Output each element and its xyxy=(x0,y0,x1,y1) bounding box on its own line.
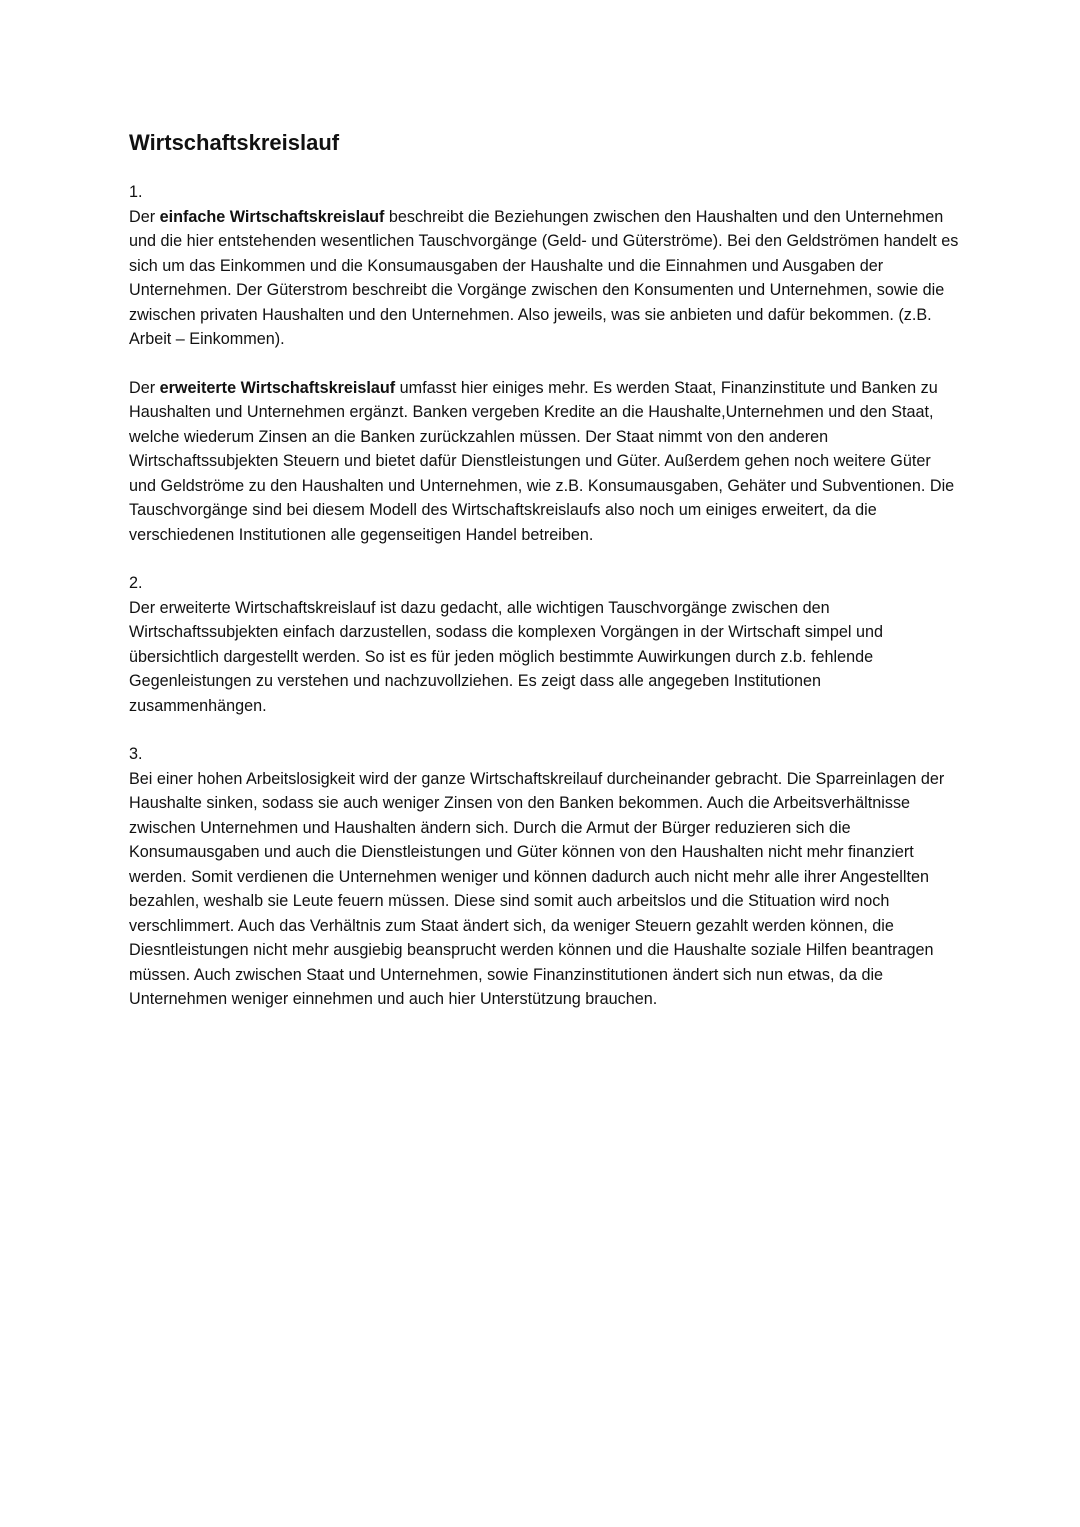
paragraph-text-after: beschreibt die Beziehungen zwischen den Haushalten und den Unternehmen und die hier entstehenden wesentlichen Tauschvorgänge (Geld- und Güterströme). Bei den Geldströmen handelt es sich um das Einkommen und die Konsumausgaben der Haushalte und die Einnahmen und Ausgaben der Unternehmen. Der Güterstrom beschreibt die Vorgänge zwischen den Konsumenten und Unternehmen, sowie die zwischen privaten Haushalten und den Unternehmen. Also jeweils, was sie anbieten und dafür bekommen. (z.B. Arbeit – Einkommen). xyxy=(129,207,959,348)
paragraph-text-before: Der xyxy=(129,207,160,226)
section-number: 3. xyxy=(129,745,143,763)
paragraph xyxy=(129,376,959,548)
paragraph xyxy=(129,596,959,719)
paragraph-text: Der erweiterte Wirtschaftskreislauf ist dazu gedacht, alle wichtigen Tauschvorgänge zwischen den Wirtschaftssubjekten einfach darzustellen, sodass die komplexen Vorgängen in der Wirtschaft simpel und übersichtlich dargestellt werden. So ist es für jeden möglich bestimmte Auwirkungen durch z.b. fehlende Gegenleistungen zu verstehen und nachzuvollziehen. Es zeigt dass alle angegeben Institutionen zusammenhängen. xyxy=(129,598,884,715)
document-page xyxy=(129,128,959,1036)
document-title: Wirtschaftskreislauf xyxy=(129,130,340,155)
section-3 xyxy=(129,742,959,1012)
paragraph-bold-term: einfache Wirtschaftskreislauf xyxy=(159,207,385,226)
section-number: 1. xyxy=(129,183,143,201)
paragraph-text-after: umfasst hier einiges mehr. Es werden Staat, Finanzinstitute und Banken zu Haushalten und Unternehmen ergänzt. Banken vergeben Kredite an die Haushalte,Unternehmen und den Staat, welche wiederum Zinsen an die Banken zurückzahlen müssen. Der Staat nimmt von den anderen Wirtschaftssubjekten Steuern und bietet dafür Dienstleistungen und Güter. Außerdem gehen noch weitere Güter und Geldströme zu den Haushalten und Unternehmen, wie z.B. Konsumausgaben, Gehäter und Subventionen. Die Tauschvorgänge sind bei diesem Modell des Wirtschaftskreislaufs also noch um einiges erweitert, da die verschiedenen Institutionen alle gegenseitigen Handel betreiben. xyxy=(129,378,955,544)
paragraph xyxy=(129,205,959,352)
section-2 xyxy=(129,571,959,718)
paragraph-bold-term: erweiterte Wirtschaftskreislauf xyxy=(159,378,396,397)
paragraph-text-before: Der xyxy=(129,378,160,397)
paragraph xyxy=(129,767,959,1012)
paragraph-text: Bei einer hohen Arbeitslosigkeit wird der ganze Wirtschaftskreilauf durcheinander gebracht. Die Sparreinlagen der Haushalte sinken, sodass sie auch weniger Zinsen von den Banken bekommen. Auch die Arbeitsverhältnisse zwischen Unternehmen und Haushalten ändern sich. Durch die Armut der Bürger reduzieren sich die Konsumausgaben und auch die Dienstleistungen und Güter können von den Haushalten nicht mehr finanziert werden. Somit verdienen die Unternehmen weniger und können dadurch auch nicht mehr alle ihrer Angestellten bezahlen, weshalb sie Leute feuern müssen. Diese sind somit auch arbeitslos und die Stituation wird noch verschlimmert. Auch das Verhältnis zum Staat ändert sich, da weniger Steuern gezahlt werden können, die Diesntleistungen nicht mehr ausgiebig beansprucht werden können und die Haushalte soziale Hilfen beantragen müssen. Auch zwischen Staat und Unternehmen, sowie Finanzinstitutionen ändert sich nun etwas, da die Unternehmen weniger einnehmen und auch hier Unterstützung brauchen. xyxy=(129,769,945,1008)
section-1 xyxy=(129,180,959,547)
section-number: 2. xyxy=(129,574,143,592)
